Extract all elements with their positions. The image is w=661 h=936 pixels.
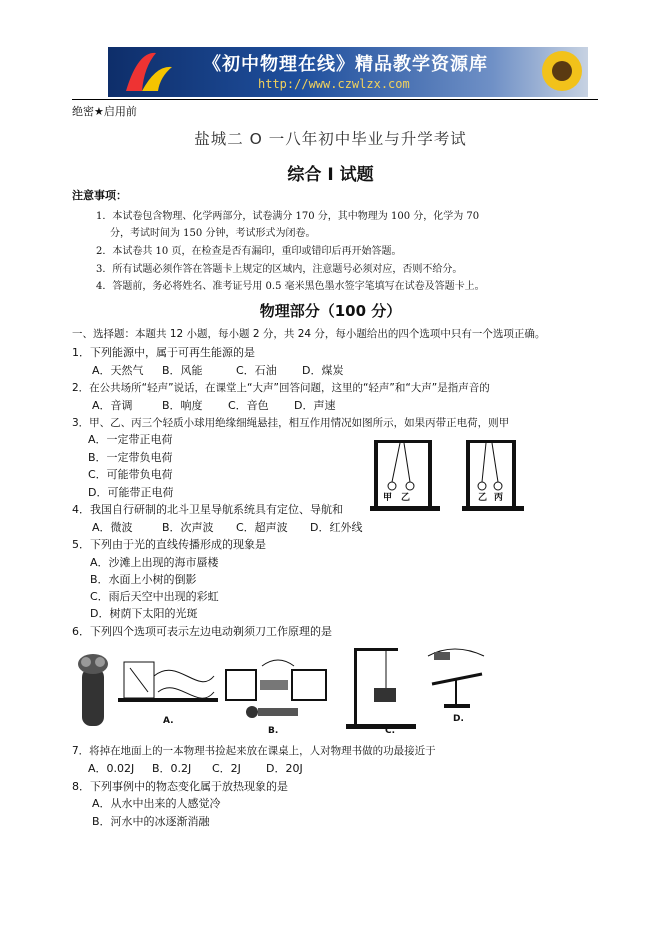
q3-option-c: C．可能带负电荷 [88,468,173,481]
notice-item: 4．答题前，务必将姓名、准考证号用 0.5 毫米黑色墨水签字笔填写在试卷及答题卡上。 [96,281,485,292]
q7-option-b: B．0.2J [152,762,192,775]
q6-fig-label-b: B. [268,726,279,736]
ball-label: 甲 [383,493,393,503]
notice-heading: 注意事项： [72,189,127,202]
q5-option-a: A．沙滩上出现的海市蜃楼 [90,556,219,569]
site-banner [108,47,588,97]
banner-title: 《初中物理在线》精品教学资源库 [203,54,488,75]
q5-option-c: C．雨后天空中出现的彩虹 [90,590,219,603]
q4-option-c: C．超声波 [236,521,288,534]
q7-option-d: D．20J [266,762,303,775]
q3-figure-right [462,438,542,518]
q1-option-b: B．风能 [162,364,203,377]
section-title: 物理部分（100 分） [259,302,402,320]
q4-option-a: A．微波 [92,521,133,534]
section-intro: 一、选择题：本题共 12 小题，每小题 2 分，共 24 分，每小题给出的四个选项中只有一个选项正确。 [72,328,546,340]
q6-fig-label-c: C. [385,726,396,736]
q6-fig-label-a: A. [163,716,174,726]
banner-url[interactable]: http://www.czwlzx.com [258,77,410,91]
option-b-figure [222,656,332,726]
q5-option-d: D．树荫下太阳的光斑 [90,607,198,620]
option-d-figure [424,644,494,714]
notice-item: 2．本试卷共 10 页，在检查是否有漏印，重印或错印后再开始答题。 [96,246,402,257]
ball-label: 乙 [401,493,411,503]
notice-item: 3．所有试题必须作答在答题卡上规定的区域内，注意题号必须对应，否则不给分。 [96,264,463,275]
question-1-stem: 1．下列能源中，属于可再生能源的是 [72,346,255,359]
q5-option-b: B．水面上小树的倒影 [90,573,197,586]
q3-option-a: A．一定带正电荷 [88,433,173,446]
q7-option-c: C．2J [212,762,241,775]
question-3-stem: 3．甲、乙、丙三个轻质小球用绝缘细绳悬挂，相互作用情况如图所示，如果丙带正电荷，则甲 [72,417,510,429]
question-8-stem: 8．下列事例中的物态变化属于放热现象的是 [72,780,288,793]
q3-figure-left [370,438,450,518]
electric-shaver-icon [74,650,114,730]
question-4-stem: 4．我国自行研制的北斗卫星导航系统具有定位、导航和 [72,503,343,516]
q2-option-d: D．声速 [294,399,336,412]
q2-option-c: C．音色 [228,399,269,412]
q2-option-b: B．响度 [162,399,203,412]
q1-option-c: C．石油 [236,364,277,377]
q3-option-b: B．一定带负电荷 [88,451,173,464]
notice-item: 分，考试时间为 150 分钟，考试形式为闭卷。 [110,228,316,239]
paper-title: 综合 I 试题 [287,165,374,185]
sunflower-icon [528,47,588,97]
question-6-stem: 6．下列四个选项可表示左边电动剃须刀工作原理的是 [72,625,332,638]
q4-option-d: D．红外线 [310,521,363,534]
question-7-stem: 7．将掉在地面上的一本物理书捡起来放在课桌上，人对物理书做的功最接近于 [72,745,436,757]
header-divider [72,99,598,100]
exam-title: 盐城二 O 一八年初中毕业与升学考试 [194,130,467,148]
logo-icon [116,47,176,97]
q1-option-d: D．煤炭 [302,364,344,377]
ball-label: 乙 [478,493,488,503]
q4-option-b: B．次声波 [162,521,214,534]
question-5-stem: 5．下列由于光的直线传播形成的现象是 [72,538,266,551]
question-2-stem: 2．在公共场所“轻声”说话，在课堂上“大声”回答问题，这里的“轻声”和“大声”是指声音的 [72,382,490,394]
q3-option-d: D．可能带正电荷 [88,486,174,499]
q7-option-a: A．0.02J [88,762,135,775]
option-a-figure [118,656,218,716]
q2-option-a: A．音调 [92,399,133,412]
q8-option-a: A．从水中出来的人感觉冷 [92,797,221,810]
q1-option-a: A．天然气 [92,364,144,377]
confidential-mark: 绝密★启用前 [72,105,137,118]
option-c-figure [346,644,426,734]
q8-option-b: B．河水中的冰逐渐消融 [92,815,210,828]
notice-item: 1．本试卷包含物理、化学两部分，试卷满分 170 分，其中物理为 100 分，化学为 70 [96,211,480,222]
ball-label: 丙 [494,493,504,503]
q6-fig-label-d: D. [453,714,464,724]
